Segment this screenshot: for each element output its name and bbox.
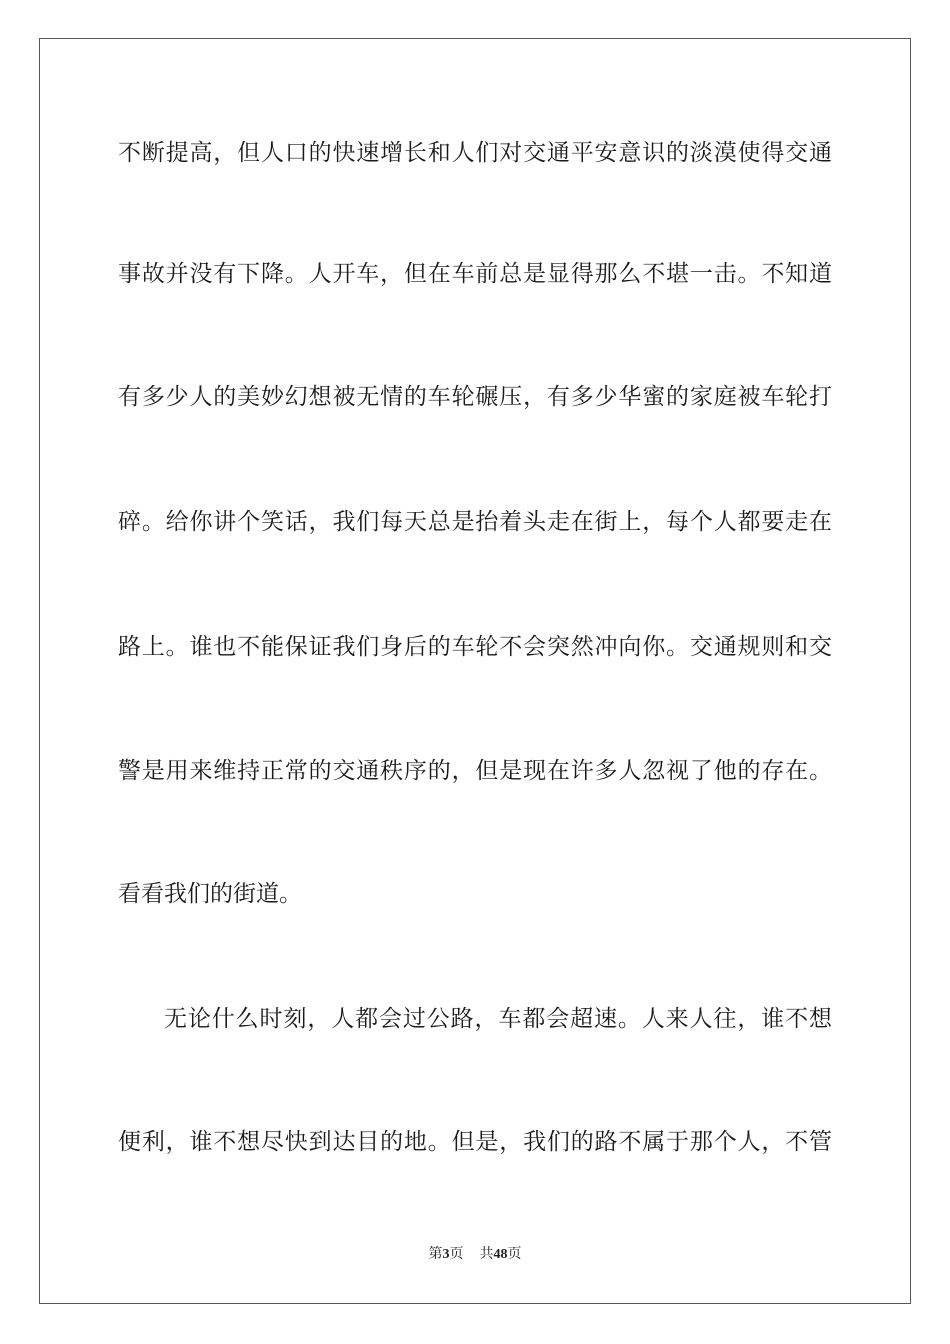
paragraph-line-6: 警是用来维持正常的交通秩序的，但是现在许多人忽视了他的存在。 bbox=[118, 758, 832, 784]
paragraph-line-7: 看看我们的街道。 bbox=[118, 881, 302, 907]
page-footer bbox=[0, 1246, 950, 1264]
total-suffix: 页 bbox=[507, 1247, 522, 1262]
paragraph-2-line-2: 便利，谁不想尽快到达目的地。但是，我们的路不属于那个人，不管 bbox=[118, 1129, 832, 1155]
page-border bbox=[39, 38, 911, 1304]
page-suffix: 页 bbox=[449, 1247, 464, 1262]
paragraph-line-4: 碎。给你讲个笑话，我们每天总是抬着头走在街上，每个人都要走在 bbox=[118, 509, 832, 535]
paragraph-line-3: 有多少人的美妙幻想被无情的车轮碾压，有多少华蜜的家庭被车轮打 bbox=[118, 384, 832, 410]
paragraph-line-1: 不断提高，但人口的快速增长和人们对交通平安意识的淡漠使得交通 bbox=[118, 140, 832, 166]
total-pages: 48 bbox=[493, 1247, 508, 1262]
page-number: 3 bbox=[442, 1247, 450, 1262]
total-prefix: 共 bbox=[479, 1247, 494, 1262]
paragraph-line-5: 路上。谁也不能保证我们身后的车轮不会突然冲向你。交通规则和交 bbox=[118, 634, 832, 660]
paragraph-2-line-1: 无论什么时刻，人都会过公路，车都会超速。人来人往，谁不想 bbox=[164, 1006, 832, 1032]
page-prefix: 第 bbox=[428, 1247, 443, 1262]
paragraph-line-2: 事故并没有下降。人开车，但在车前总是显得那么不堪一击。不知道 bbox=[118, 261, 832, 287]
